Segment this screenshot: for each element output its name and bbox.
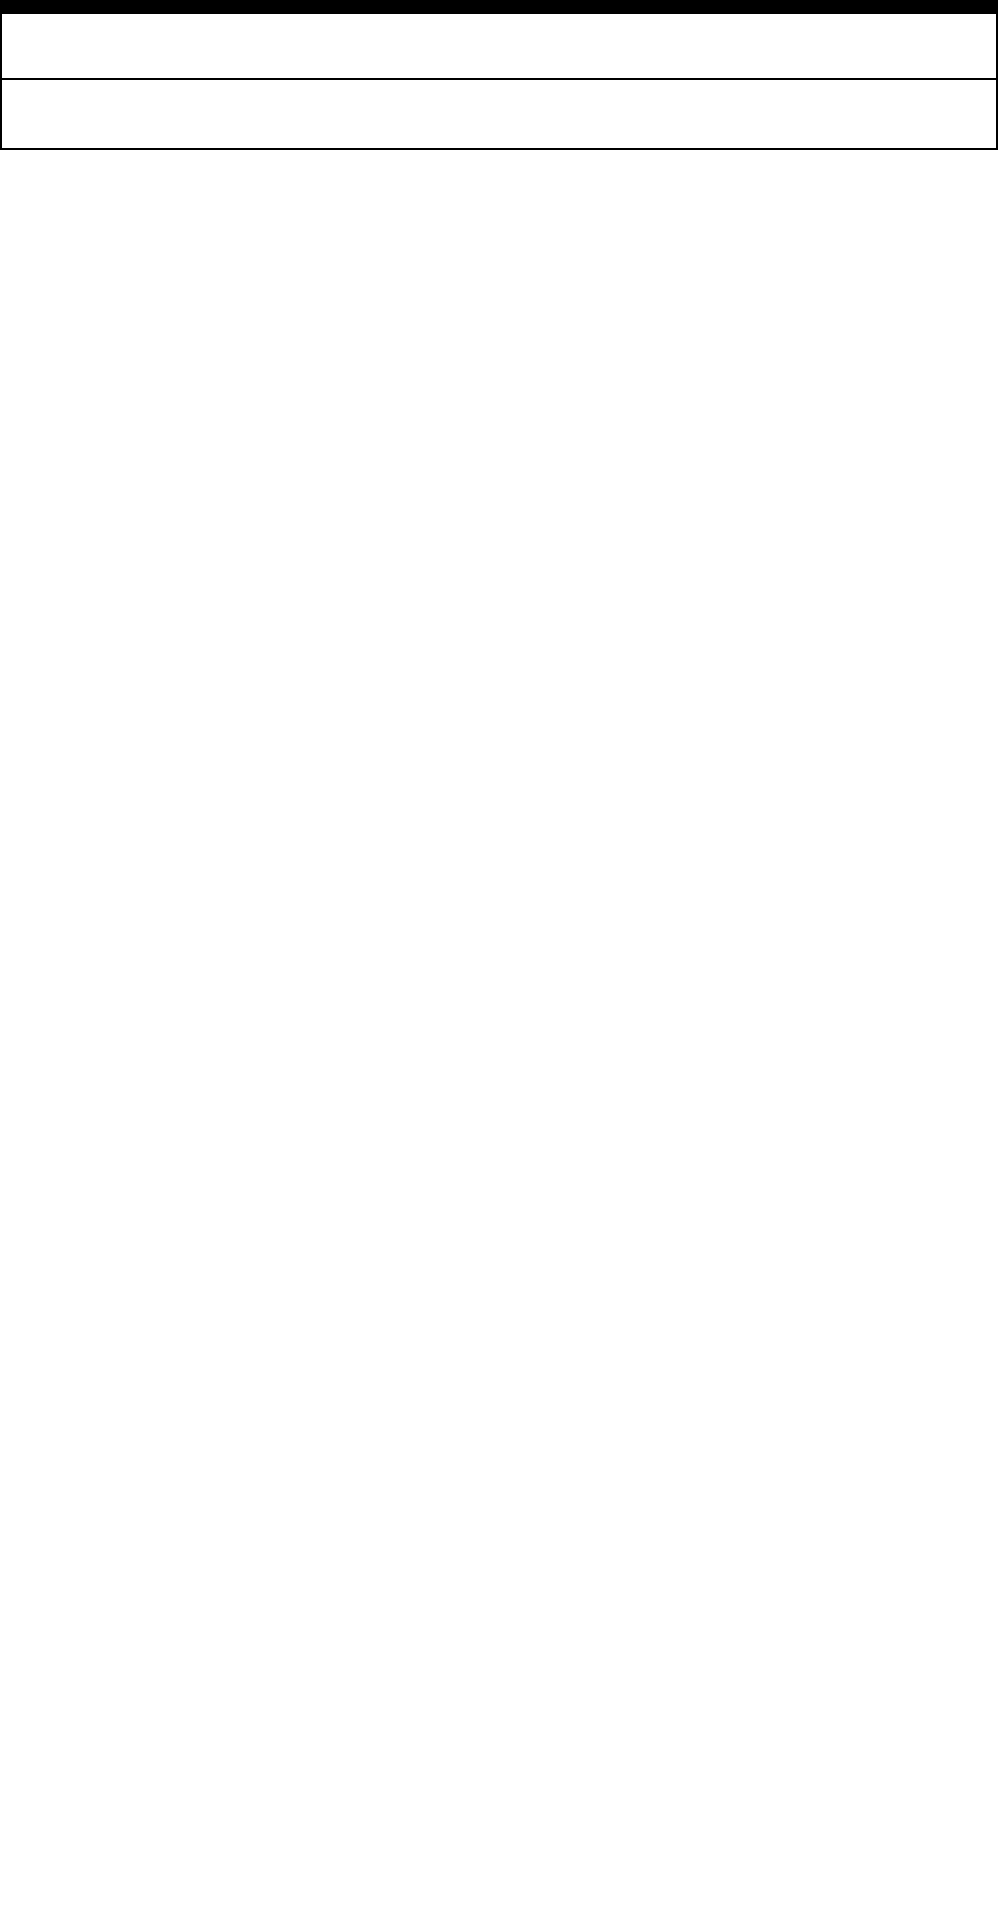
section-title-gaoxin [1,79,997,149]
section-row [1,79,997,149]
project-table [0,0,998,150]
section-title-yuhua [1,13,997,79]
section-row [1,13,997,79]
